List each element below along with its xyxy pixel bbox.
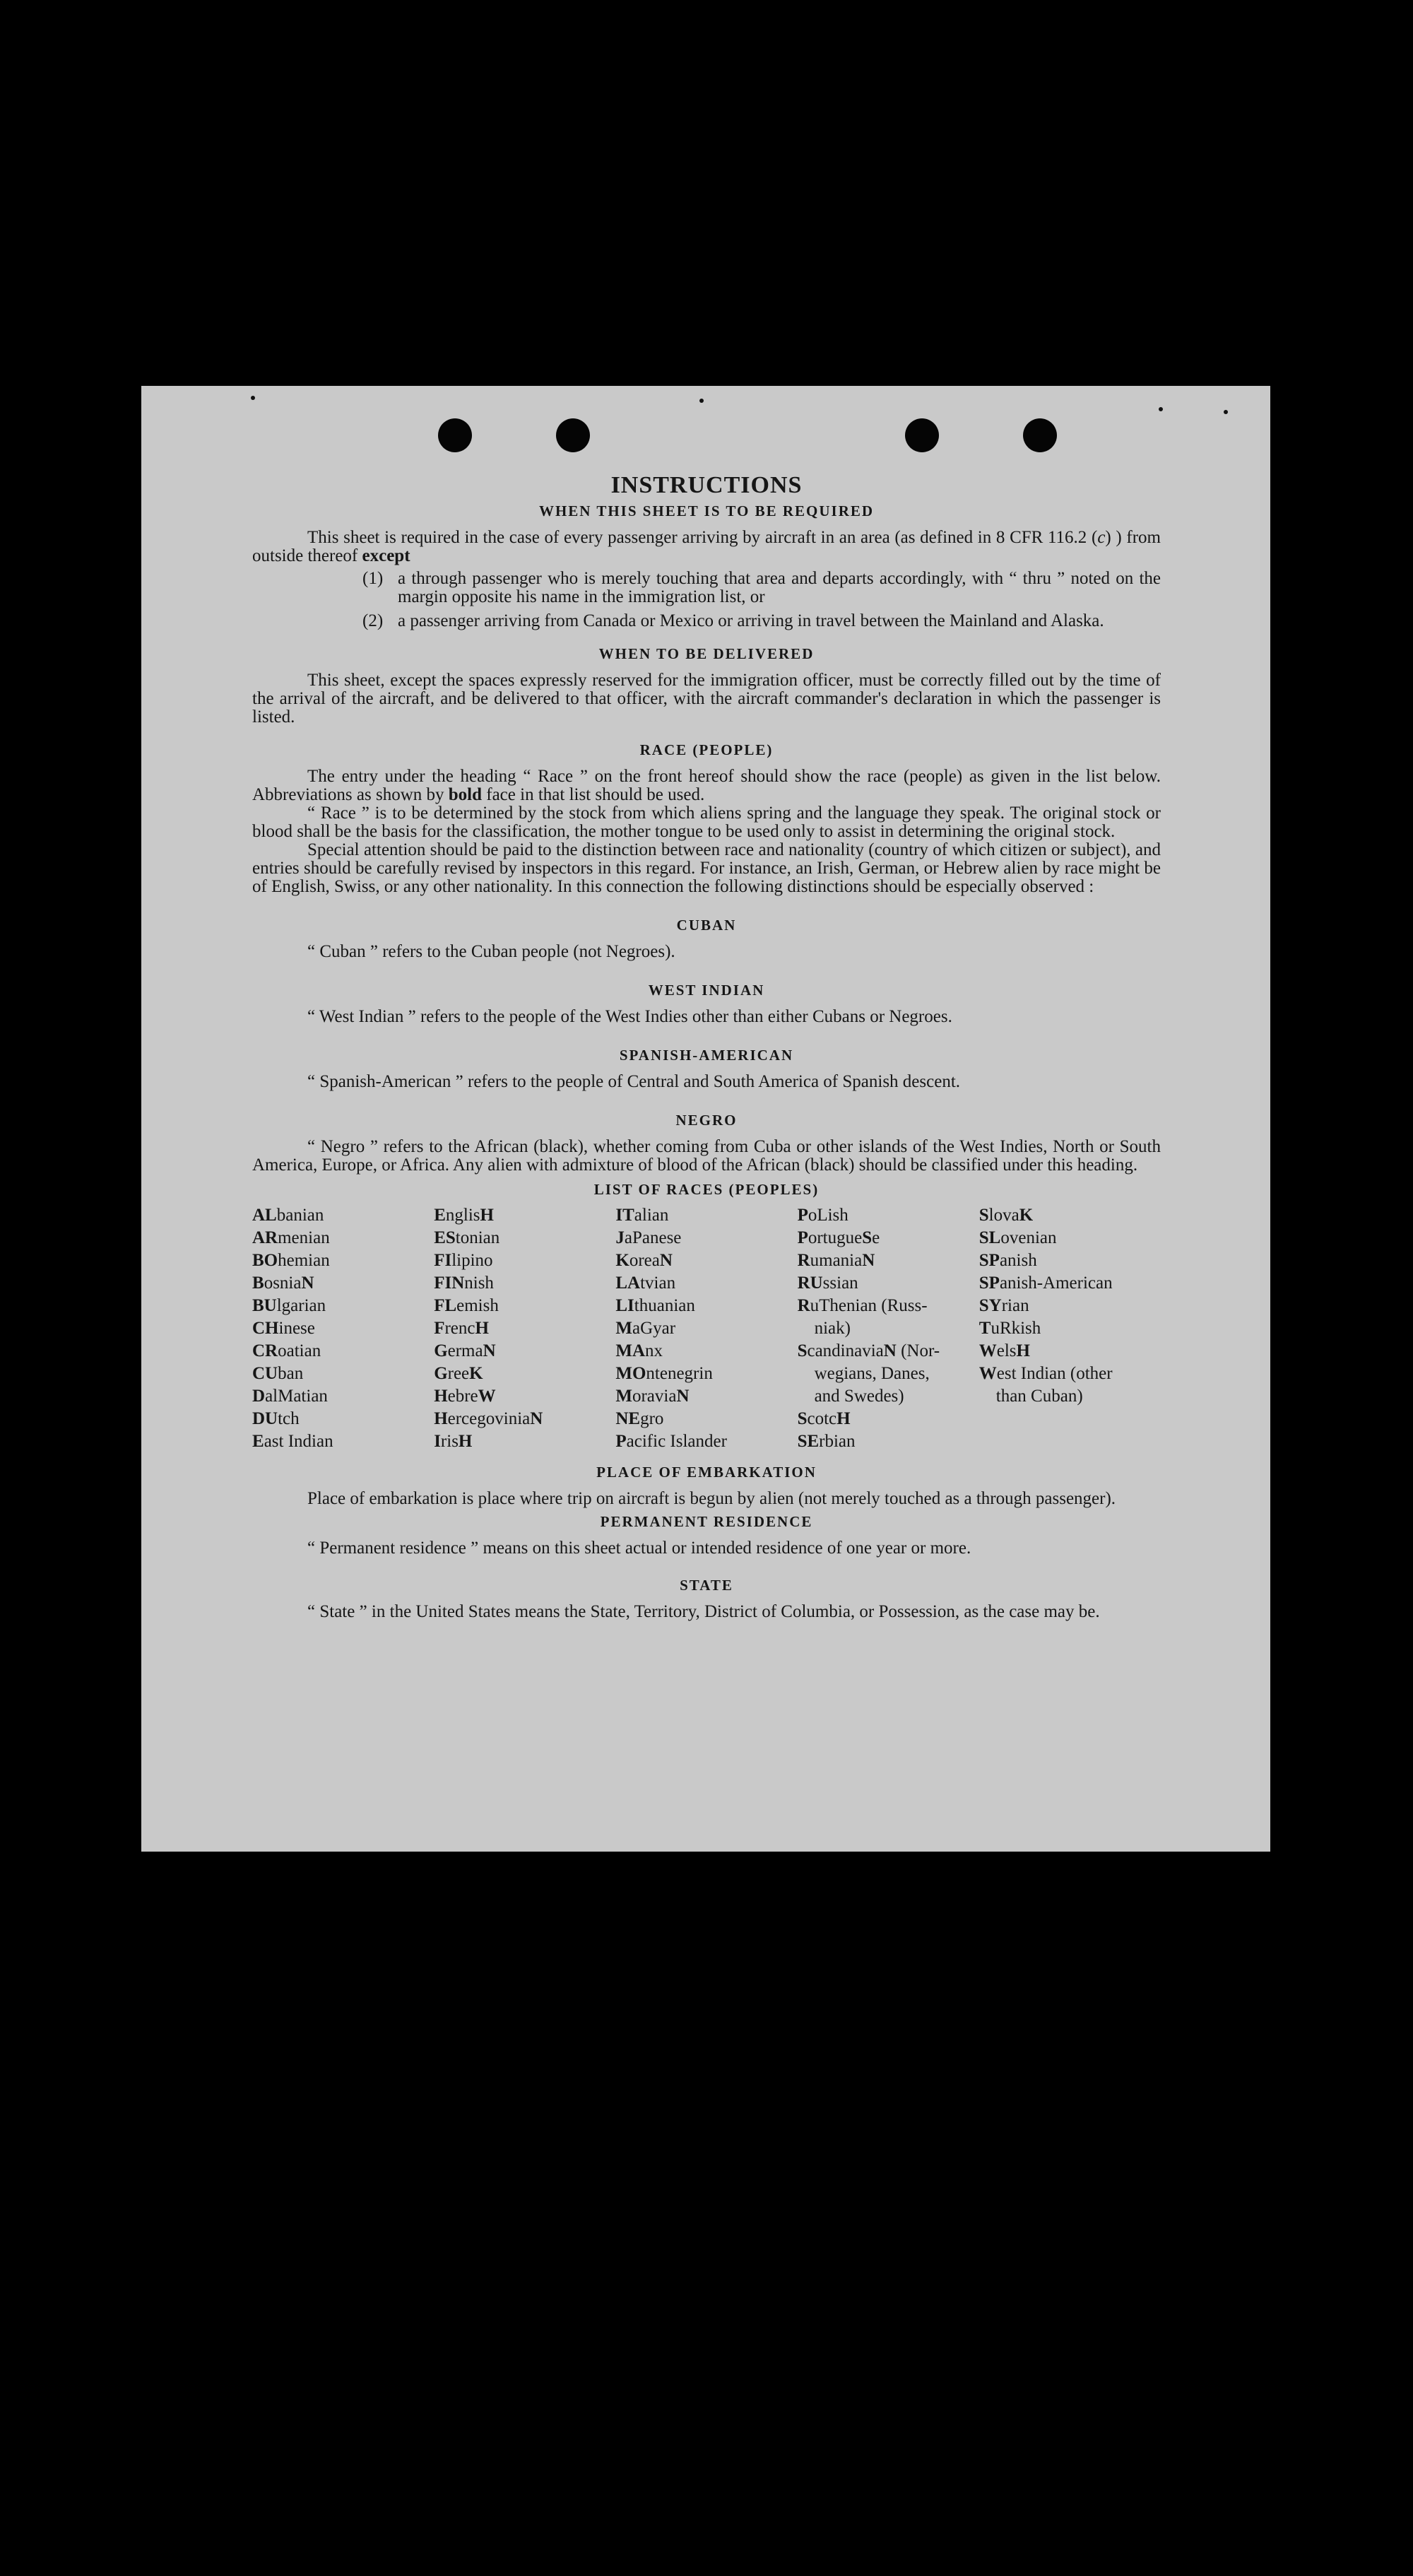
punch-hole — [905, 418, 939, 452]
heading-negro: NEGRO — [675, 1112, 738, 1129]
race-entry: BOhemian — [252, 1251, 330, 1270]
race-entry: RUssian — [797, 1274, 858, 1293]
heading-list-of-races: LIST OF RACES (PEOPLES) — [593, 1181, 820, 1198]
race-entry: SPanish — [979, 1251, 1037, 1270]
instructions-content — [252, 472, 1161, 1621]
heading-race: RACE (PEOPLE) — [639, 741, 774, 758]
race-entry: IrisH — [434, 1432, 473, 1451]
race-entry: HercegoviniaN — [434, 1409, 543, 1428]
race-entry: LAtvian — [615, 1274, 676, 1293]
heading-embarkation: PLACE OF EMBARKATION — [596, 1464, 817, 1481]
race-entry: HebreW — [434, 1387, 496, 1406]
race-entry: JaPanese — [615, 1228, 682, 1247]
race-entry: FLemish — [434, 1296, 499, 1315]
race-column — [798, 1204, 979, 1453]
race-entry: SErbian — [797, 1432, 856, 1451]
race-column — [979, 1204, 1161, 1453]
speck — [699, 399, 704, 403]
race-entry: EnglisH — [434, 1206, 494, 1225]
race-entry: CHinese — [252, 1319, 315, 1338]
race-column — [252, 1204, 434, 1453]
race-entry: CRoatian — [252, 1341, 321, 1360]
race-paragraph-1: The entry under the heading “ Race ” on the front hereof should show the race (people) as given in the list below. Abbreviations as shown by bold face in that list should be used. — [252, 767, 1161, 804]
race-entry: PoLish — [797, 1206, 849, 1225]
race-entry: GermaN — [434, 1341, 496, 1360]
race-entry: ScotcH — [797, 1409, 851, 1428]
race-entry: TuRkish — [979, 1319, 1041, 1338]
speck — [251, 396, 255, 400]
document-sheet — [141, 386, 1270, 1852]
spanish-american-text: “ Spanish-American ” refers to the people of Central and South America of Spanish descent. — [307, 1072, 961, 1091]
heading-spanish-american: SPANISH-AMERICAN — [619, 1047, 794, 1064]
race-entry: RumaniaN — [797, 1251, 875, 1270]
race-entry: ARmenian — [252, 1228, 330, 1247]
race-entry: SlovaK — [979, 1206, 1034, 1225]
race-entry: FrencH — [434, 1319, 489, 1338]
race-entry: LIthuanian — [615, 1296, 695, 1315]
race-entry: ScandinaviaN (Nor- wegians, Danes, and Swedes) — [797, 1341, 940, 1406]
speck — [1224, 410, 1228, 414]
race-entry: SYrian — [979, 1296, 1029, 1315]
race-entry: WelsH — [979, 1341, 1030, 1360]
race-entry: East Indian — [252, 1432, 333, 1451]
race-entry: FINnish — [434, 1274, 494, 1293]
required-intro: This sheet is required in the case of every passenger arriving by aircraft in an area (as defined in 8 CFR 116.2 (c) ) from outside thereof except — [252, 528, 1161, 565]
race-entry: ITalian — [615, 1206, 669, 1225]
negro-text: “ Negro ” refers to the African (black), whether coming from Cuba or other islands of the West Indies, North or South America, Europe, or Africa. Any alien with admixture of blood of the African (black) should be classified under this heading. — [252, 1137, 1161, 1175]
heading-west-indian: WEST INDIAN — [648, 982, 765, 999]
race-entry: BosniaN — [252, 1274, 314, 1293]
heading-when-required: WHEN THIS SHEET IS TO BE REQUIRED — [538, 502, 875, 519]
race-entry: SPanish-American — [979, 1274, 1113, 1293]
embarkation-text: Place of embarkation is place where trip on aircraft is begun by alien (not merely touched as a through passenger). — [307, 1489, 1116, 1508]
race-paragraph-3: Special attention should be paid to the distinction between race and nationality (country of which citizen or subject), and entries should be carefully revised by inspectors in this regard. For instance, an Irish, German, or Hebrew alien by race might be of English, Swiss, or any other nationality. In this connection the following distinctions should be especially observed : — [252, 840, 1161, 896]
race-entry: PortugueSe — [797, 1228, 880, 1247]
race-entry: ALbanian — [252, 1206, 324, 1225]
page-title: INSTRUCTIONS — [610, 472, 803, 498]
race-entry: DUtch — [252, 1409, 300, 1428]
heading-when-delivered: WHEN TO BE DELIVERED — [598, 645, 815, 662]
race-entry: EStonian — [434, 1228, 500, 1247]
list-item: (1) a through passenger who is merely touching that area and departs accordingly, with “ thru ” noted on the margin opposite his name in the immigration list, or — [362, 569, 1161, 606]
race-entry: KoreaN — [615, 1251, 673, 1270]
punch-hole — [438, 418, 472, 452]
punch-hole — [556, 418, 590, 452]
race-entry: GreeK — [434, 1364, 483, 1383]
race-entry: MaGyar — [615, 1319, 676, 1338]
heading-state: STATE — [680, 1577, 733, 1594]
race-entry: CUban — [252, 1364, 304, 1383]
race-entry: RuThenian (Russ- niak) — [797, 1296, 928, 1338]
delivered-text: This sheet, except the spaces expressly reserved for the immigration officer, must be correctly filled out by the time of the arrival of the aircraft, and be delivered to that officer, with the aircraft commander's declaration in which the passenger is listed. — [252, 671, 1161, 727]
race-entry: FIlipino — [434, 1251, 493, 1270]
cuban-text: “ Cuban ” refers to the Cuban people (not Negroes). — [307, 942, 675, 961]
west-indian-text: “ West Indian ” refers to the people of the West Indies other than either Cubans or Negroes. — [307, 1007, 952, 1026]
race-column — [615, 1204, 797, 1453]
race-entry: Pacific Islander — [615, 1432, 727, 1451]
race-entry: SLovenian — [979, 1228, 1057, 1247]
heading-permanent-residence: PERMANENT RESIDENCE — [600, 1513, 813, 1530]
list-item: (2) a passenger arriving from Canada or Mexico or arriving in travel between the Mainland and Alaska. — [362, 611, 1104, 630]
race-entry: MAnx — [615, 1341, 663, 1360]
residence-text: “ Permanent residence ” means on this sheet actual or intended residence of one year or more. — [307, 1539, 971, 1558]
race-entry: DalMatian — [252, 1387, 328, 1406]
race-entry: BUlgarian — [252, 1296, 326, 1315]
state-text: “ State ” in the United States means the State, Territory, District of Columbia, or Possession, as the case may be. — [307, 1602, 1100, 1621]
races-table — [252, 1204, 1161, 1453]
punch-hole — [1023, 418, 1057, 452]
race-entry: MoraviaN — [615, 1387, 690, 1406]
race-paragraph-2: “ Race ” is to be determined by the stock from which aliens spring and the language they speak. The original stock or blood shall be the basis for the classification, the mother tongue to be used only to assist in determining the original stock. — [252, 804, 1161, 841]
race-column — [434, 1204, 615, 1453]
race-entry: MOntenegrin — [615, 1364, 713, 1383]
race-entry: NEgro — [615, 1409, 664, 1428]
speck — [1159, 407, 1163, 411]
exception-list — [362, 570, 1161, 630]
heading-cuban: CUBAN — [676, 917, 737, 934]
race-entry: West Indian (other than Cuban) — [979, 1364, 1113, 1406]
